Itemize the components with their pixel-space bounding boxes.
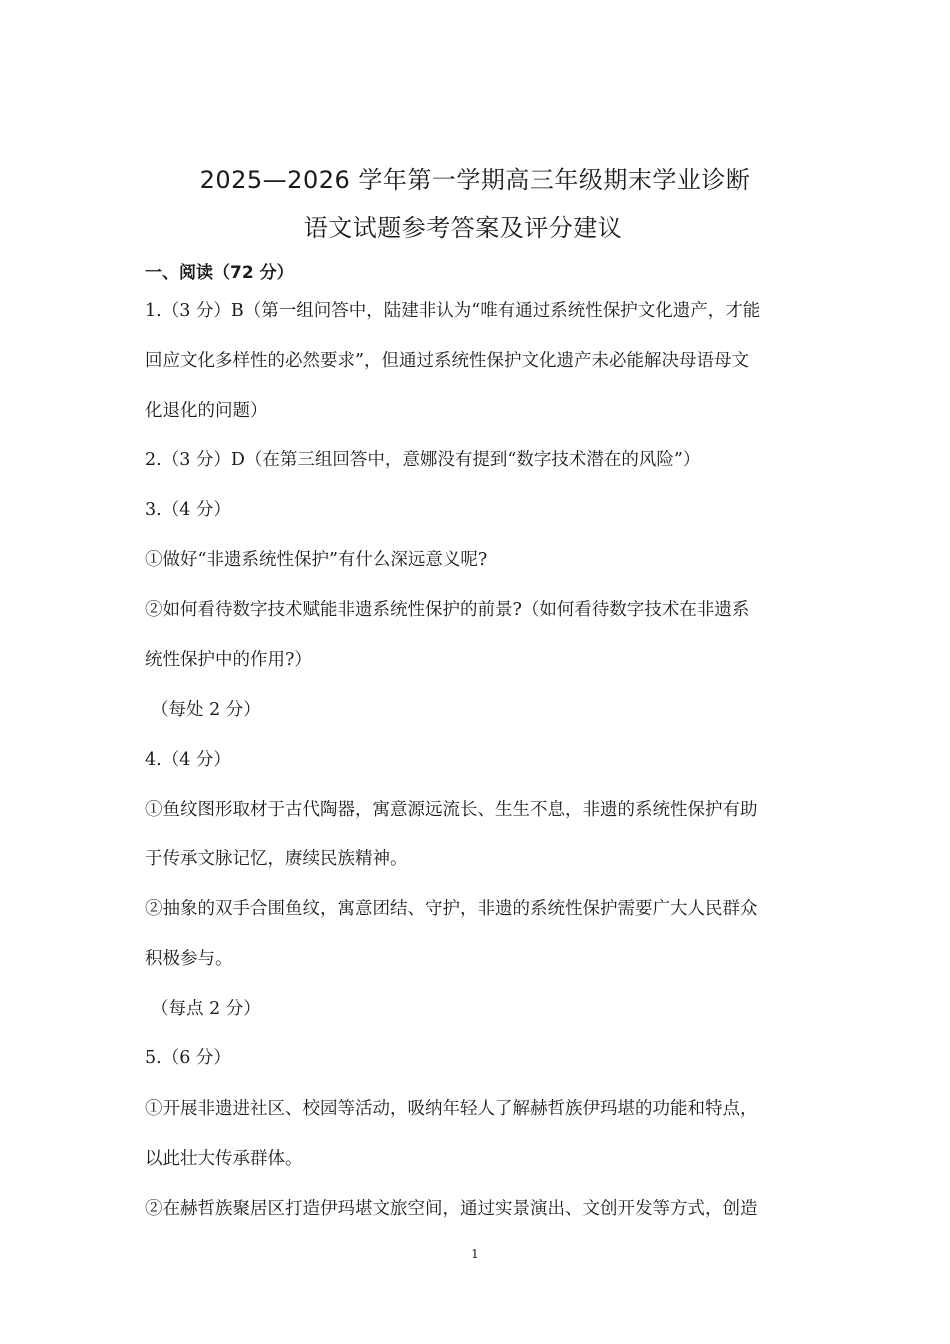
answer-line: 化退化的问题）: [145, 401, 268, 421]
answer-line: ①鱼纹图形取材于古代陶器，寓意源远流长、生生不息，非遗的系统性保护有助: [145, 800, 758, 820]
answer-line: 1.（3 分）B（第一组问答中，陆建非认为“唯有通过系统性保护文化遗产，才能: [145, 301, 761, 321]
page-number: 1: [471, 1247, 479, 1261]
section-heading-reading: 一、阅读（72 分）: [145, 263, 294, 283]
answer-line: 回应文化多样性的必然要求”，但通过系统性保护文化遗产未必能解决母语母文: [145, 351, 749, 371]
answer-line: 4.（4 分）: [145, 750, 231, 770]
scoring-note: （每处 2 分）: [151, 700, 261, 720]
answer-line: ②抽象的双手合围鱼纹，寓意团结、守护，非遗的系统性保护需要广大人民群众: [145, 899, 758, 919]
answer-line: 以此壮大传承群体。: [145, 1149, 303, 1169]
answer-line: 3.（4 分）: [145, 500, 231, 520]
answer-line: ①做好“非遗系统性保护”有什么深远意义呢?: [145, 550, 488, 570]
answer-line: ①开展非遗进社区、校园等活动，吸纳年轻人了解赫哲族伊玛堪的功能和特点，: [145, 1099, 758, 1119]
answer-line: 2.（3 分）D（在第三组回答中，意娜没有提到“数字技术潜在的风险”）: [145, 450, 701, 470]
document-subtitle: 语文试题参考答案及评分建议: [303, 214, 623, 242]
answer-line: ②如何看待数字技术赋能非遗系统性保护的前景?（如何看待数字技术在非遗系: [145, 600, 750, 620]
answer-line: ②在赫哲族聚居区打造伊玛堪文旅空间，通过实景演出、文创开发等方式，创造: [145, 1199, 758, 1219]
answer-line: 5.（6 分）: [145, 1048, 231, 1068]
answer-line: 统性保护中的作用?）: [145, 650, 312, 670]
document-title: 2025—2026 学年第一学期高三年级期末学业诊断: [199, 166, 751, 194]
answer-line: 积极参与。: [145, 949, 233, 969]
scoring-note: （每点 2 分）: [151, 999, 261, 1019]
answer-line: 于传承文脉记忆，赓续民族精神。: [145, 849, 408, 869]
